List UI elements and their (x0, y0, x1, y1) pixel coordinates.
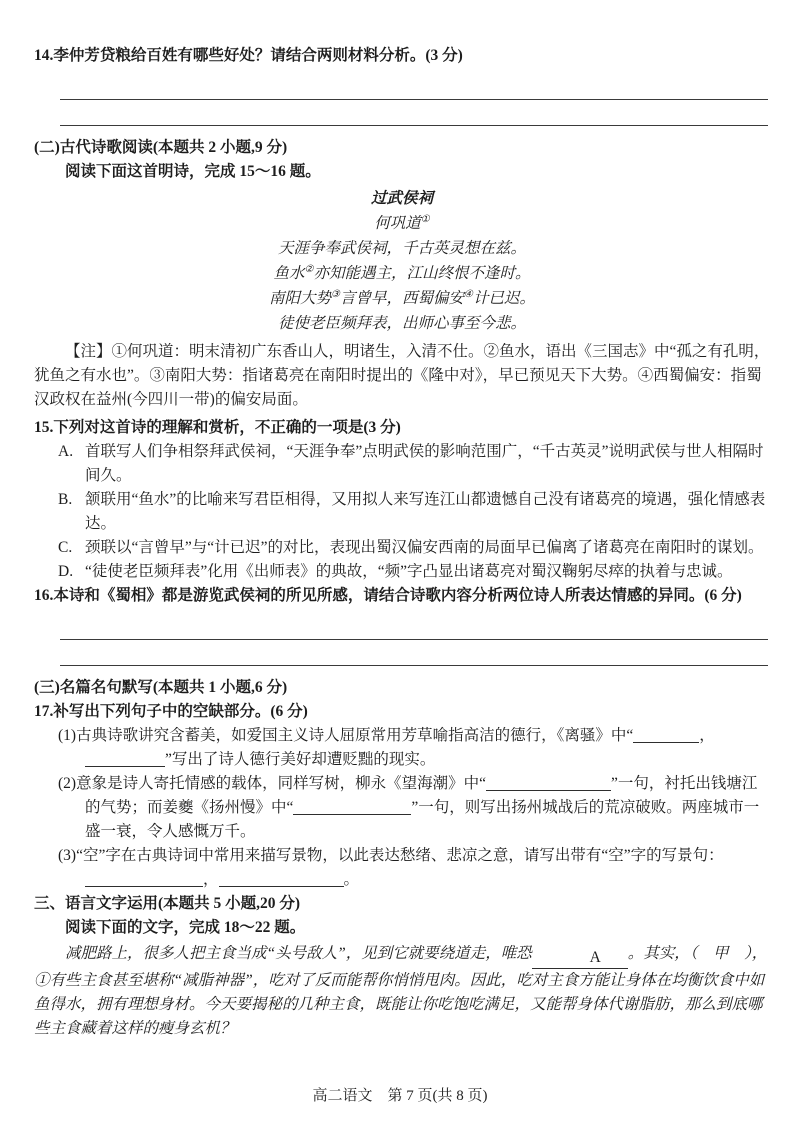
answer-line (60, 640, 768, 666)
item-text: ， (699, 727, 715, 744)
passage-text: 减肥路上，很多人把主食当成“头号敌人”，见到它就要绕道走，唯恐 (65, 945, 532, 962)
option-d (58, 560, 770, 584)
question-17-stem: 17.补写出下列句子中的空缺部分。(6 分) (34, 703, 308, 720)
poem-line (34, 286, 770, 311)
blank-a: A (532, 946, 628, 969)
answer-line (60, 614, 768, 640)
fill-blank (85, 871, 203, 887)
poem-author (34, 211, 770, 236)
poem-line (34, 311, 770, 336)
question-14: 14.李仲芳贷粮给百姓有哪些好处？请结合两则材料分析。(3 分) (34, 47, 463, 64)
q14-answer-area (60, 74, 768, 126)
poem-line-text: 天涯争奉武侯祠，千古英灵想在兹。 (277, 240, 526, 257)
page-footer: 高二语文 第 7 页(共 8 页) (312, 1088, 488, 1104)
option-b (58, 488, 770, 536)
option-text: 颈联以“言曾早”与“计已迟”的对比，表现出蜀汉偏安西南的局面早已偏离了诸葛亮在南阳时的谋划。 (85, 539, 764, 556)
item-text: 。 (343, 871, 360, 888)
option-label: B. (58, 491, 73, 508)
option-text: 首联写人们争相祭拜武侯祠，“天涯争奉”点明武侯的影响范围广，“千古英灵”说明武侯与世人相隔时间久。 (85, 443, 764, 484)
section-lang-intro: 阅读下面的文字，完成 18～22 题。 (65, 919, 306, 936)
item-text: (3)“空”字在古典诗词中常用来描写景物，以此表达愁绪、悲凉之意，请写出带有“空”字的写景句： (58, 847, 724, 864)
question-15-stem: 15.下列对这首诗的理解和赏析，不正确的一项是(3 分) (34, 419, 401, 436)
option-text: 颔联用“鱼水”的比喻来写君臣相得，又用拟人来写连江山都遗憾自己没有诸葛亮的境遇，强化情感表达。 (85, 491, 766, 532)
poem-line-text: 言曾早，西蜀偏安 (339, 290, 464, 307)
item-text: ， (203, 871, 219, 888)
item-text: (2)意象是诗人寄托情感的载体，同样写树，柳永《望海潮》中“ (58, 775, 486, 792)
item-text: ”写出了诗人德行美好却遭贬黜的现实。 (165, 751, 436, 768)
option-label: D. (58, 563, 74, 580)
answer-line (60, 74, 768, 100)
option-label: C. (58, 539, 73, 556)
poem-line-text: 计已迟。 (472, 290, 535, 307)
poem (34, 186, 770, 336)
passage-text: 。其实，（ 甲 ），①有些主食甚至堪称“减脂神器”，吃对了反而能帮你悄悄甩肉。因此，吃对主食方能让身体在均衡饮食中如鱼得水，拥有理想身材。今天要揭秘的几种主食，既能让你吃饱吃满足，又能帮身体代谢脂肪，那么到底哪些主食藏着这样的瘦身玄机？ (34, 945, 768, 1037)
poem-line-text: 徒使老臣频拜表，出师心事至今悲。 (277, 315, 526, 332)
poem-line-text: 南阳大势 (269, 290, 332, 307)
fill-blank (85, 751, 165, 767)
section-lang-heading: 三、语言文字运用(本题共 5 小题,20 分) (34, 895, 301, 912)
poem-author-note-ref: ① (420, 213, 430, 225)
item-text: ”一句，衬托出钱塘江的气势；而姜夔《扬州慢》中“ (85, 775, 758, 816)
question-17-item-2 (58, 772, 770, 844)
fill-blank (219, 871, 344, 887)
question-15-options (34, 440, 770, 584)
option-text: “徒使老臣频拜表”化用《出师表》的典故，“频”字凸显出诸葛亮对蜀汉鞠躬尽瘁的执着与忠诚。 (85, 563, 733, 580)
item-text: ”一句，则写出扬州城战后的荒凉破败。两座城市一盛一衰，令人感慨万千。 (85, 799, 760, 840)
poem-line-text: 亦知能遇主，江山终恨不逢时。 (313, 265, 531, 282)
section-3-heading: (三)名篇名句默写(本题共 1 小题,6 分) (34, 679, 288, 696)
poem-title: 过武侯祠 (370, 190, 433, 207)
option-a (58, 440, 770, 488)
fill-blank (293, 799, 411, 815)
item-text: (1)古典诗歌讲究含蓄美，如爱国主义诗人屈原常用芳草喻指高洁的德行，《离骚》中“ (58, 727, 634, 744)
question-16: 16.本诗和《蜀相》都是游览武侯祠的所见所感，请结合诗歌内容分析两位诗人所表达情感的异同。(6 分) (34, 587, 742, 604)
passage-18-22 (34, 942, 770, 1041)
option-c (58, 536, 770, 560)
section-2-intro: 阅读下面这首明诗，完成 15～16 题。 (65, 163, 321, 180)
note-ref: ④ (464, 288, 473, 300)
poem-line (34, 236, 770, 261)
poem-notes: 【注】①何巩道：明末清初广东香山人，明诸生，入清不仕。②鱼水，语出《三国志》中“孤之有孔明，犹鱼之有水也”。③南阳大势：指诸葛亮在南阳时提出的《隆中对》，早已预见天下大势。④西蜀偏安：指蜀汉政权在益州(今四川一带)的偏安局面。 (34, 343, 770, 408)
note-ref: ② (304, 263, 314, 275)
poem-line-text: 鱼水 (273, 265, 305, 282)
poem-author-name: 何巩道 (374, 215, 421, 232)
question-17-item-1 (58, 724, 770, 772)
note-ref: ③ (331, 288, 340, 300)
fill-blank (633, 727, 699, 743)
q16-answer-area (60, 614, 768, 666)
section-2-heading: (二)古代诗歌阅读(本题共 2 小题,9 分) (34, 139, 288, 156)
question-17-item-3 (58, 844, 770, 892)
poem-line (34, 261, 770, 286)
answer-line (60, 100, 768, 126)
option-label: A. (58, 443, 74, 460)
fill-blank (486, 775, 611, 791)
